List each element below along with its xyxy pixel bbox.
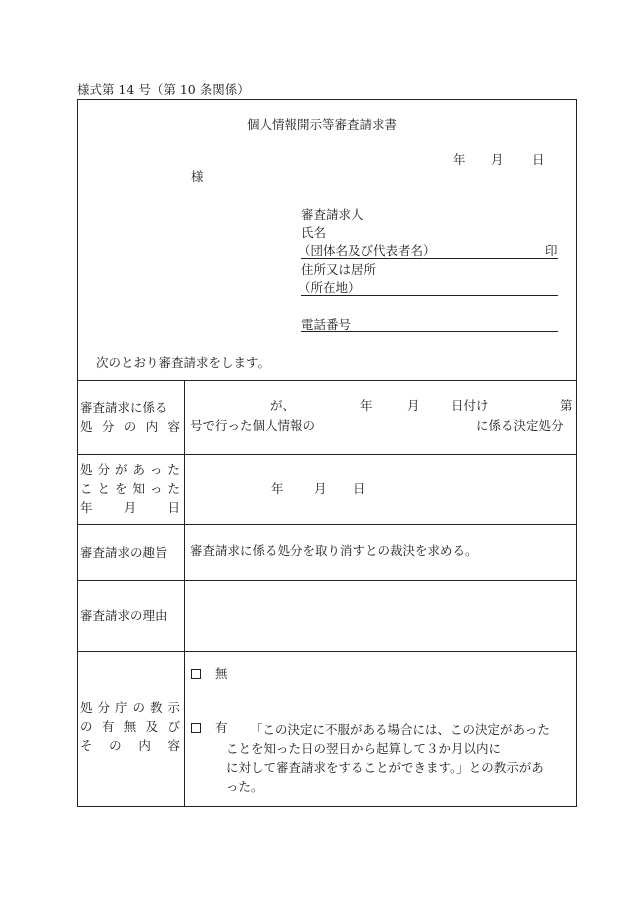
label-char: 日 [167,500,180,515]
label-char: 示 [167,700,180,715]
label-char: 内 [145,419,159,434]
row-divider [77,524,577,525]
address-label: 住所又は居所 [301,262,377,277]
known-date-label-line1 [80,460,180,479]
notice-label-line1 [80,698,180,717]
disposition-year: 年 [360,398,373,413]
label-char: そ [80,738,93,753]
disposition-label-line2 [80,417,180,436]
option-none-label: 無 [214,666,228,681]
seal-mark: 印 [545,243,558,258]
known-date-day: 日 [353,481,366,496]
checkbox-none[interactable] [191,669,201,679]
label-char: の [109,738,122,753]
known-date-label-line2 [80,479,180,498]
label-char: 処 [80,462,93,477]
label-text: 審査請求の趣旨 [80,545,168,560]
known-date-label [80,460,180,517]
label-char: 知 [132,481,145,496]
notice-label-line2 [80,717,180,736]
org-label: （団体名及び代表者名） [298,243,436,258]
date-year-label: 年 [453,152,466,167]
notice-text-line3: に対して審査請求をすることができます。」との教示があ [226,760,544,775]
row-divider [77,454,577,455]
label-char: っ [149,462,163,477]
name-underline [301,258,558,259]
label-char: 容 [167,738,180,753]
label-char: あ [132,462,145,477]
known-date-label-line3 [80,498,180,517]
disposition-label-line1 [80,398,180,417]
label-char: の [123,419,137,434]
location-label: （所在地） [298,280,361,295]
label-char: び [167,719,180,734]
phone-underline [301,331,558,332]
row-divider [77,380,577,381]
name-label: 氏名 [301,225,327,240]
label-char: 年 [80,500,93,515]
disposition-line2-left: 号で行った個人情報の [190,418,316,433]
label-char: 分 [97,462,110,477]
disposition-day-dated: 日付け [451,398,489,413]
purpose-value: 審査請求に係る処分を取り消すとの裁決を求める。 [190,543,478,558]
label-char: 分 [101,419,115,434]
label-char: 処 [80,700,93,715]
label-char: 処 [80,419,93,434]
notice-label [80,698,180,755]
label-char: の [132,700,145,715]
requester-heading: 審査請求人 [301,207,364,222]
form-number: 様式第 14 号（第 10 条関係） [77,82,250,97]
row-divider [77,651,577,652]
column-divider [184,380,185,806]
option-yes-label: 有 [214,720,228,735]
label-char: た [167,481,180,496]
label-char: 有 [101,719,115,734]
label-char: が [114,462,128,477]
disposition-ga: が、 [270,398,296,413]
label-char: 教 [149,700,163,715]
label-char: 庁 [114,700,128,715]
notice-text-line4: った。 [226,779,264,794]
known-date-month: 月 [314,481,327,496]
phone-label: 電話番号 [301,317,352,332]
label-char: の [80,719,93,734]
known-date-year: 年 [271,481,284,496]
notice-text-line1: 「この決定に不服がある場合には、この決定があった [250,722,550,737]
disposition-line2-right: に係る決定処分 [476,418,564,433]
reason-label [80,606,180,625]
notice-option-yes[interactable] [191,720,228,735]
form-title: 個人情報開示等審査請求書 [247,117,398,132]
disposition-label [80,398,180,436]
disposition-dai: 第 [560,398,573,413]
label-char: 月 [123,500,137,515]
label-char: 分 [97,700,110,715]
notice-option-none[interactable] [191,666,228,681]
label-char: と [97,481,110,496]
row-divider [77,580,577,581]
label-char: 内 [138,738,151,753]
label-char: 及 [145,719,159,734]
label-char: た [167,462,180,477]
checkbox-yes[interactable] [191,723,201,733]
label-text: 審査請求に係る [80,400,168,415]
notice-label-line3 [80,736,180,755]
label-char: こ [80,481,93,496]
date-month-label: 月 [491,152,504,167]
notice-text-line2: ことを知った日の翌日から起算して３か月以内に [226,741,502,756]
disposition-month: 月 [407,398,420,413]
address-underline [301,295,558,296]
addressee-suffix: 様 [191,169,204,184]
label-char: 容 [167,419,180,434]
intro-text: 次のとおり審査請求をします。 [96,355,271,370]
label-text: 審査請求の理由 [80,608,168,623]
label-char: 無 [123,719,137,734]
label-char: を [114,481,128,496]
date-day-label: 日 [532,152,545,167]
purpose-label [80,543,180,562]
label-char: っ [149,481,163,496]
